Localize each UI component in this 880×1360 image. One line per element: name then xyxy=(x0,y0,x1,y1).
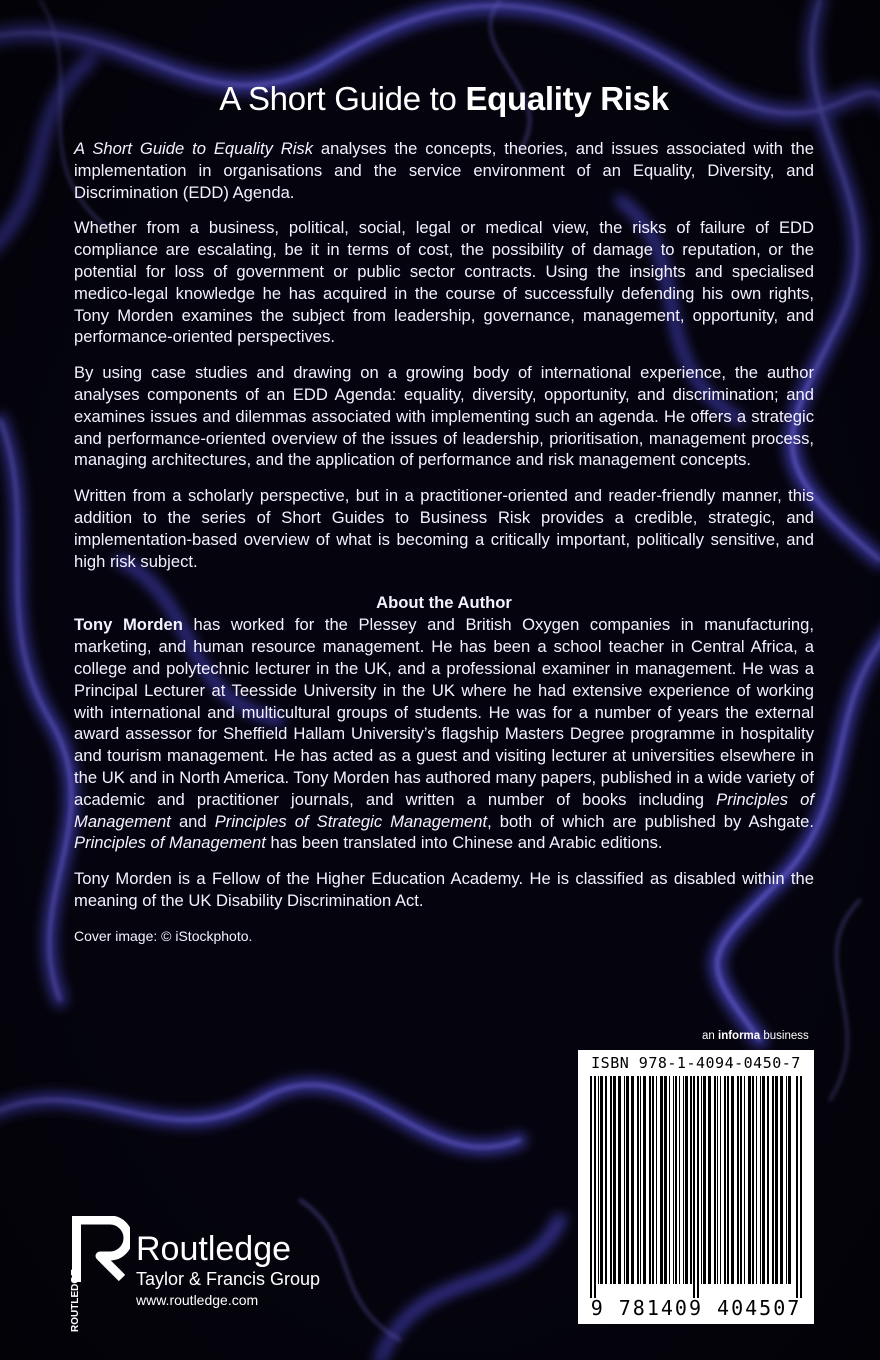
book-title-2: Principles of Strategic Management xyxy=(214,811,488,831)
blurb-paragraph-3: By using case studies and drawing on a growing body of international experience, the author analyses components of an EDD Agenda: equality, diversity, opportunity, and discrimination; and examines issues and dilemmas associated with implementing such an agenda. He offers a strategic and performance-oriented overview of the issues of leadership, prioritisation, management process, managing architectures, and the application of performance and risk management concepts. xyxy=(74,363,814,470)
author-fellow-note: Tony Morden is a Fellow of the Higher Education Academy. He is classified as disabled within the meaning of the UK Disability Discrimination Act. xyxy=(74,869,814,910)
informa-brand: informa xyxy=(718,1030,761,1042)
publisher-group: Taylor & Francis Group xyxy=(136,1269,321,1289)
blurb-italic-title: A Short Guide to Equality Risk xyxy=(74,139,314,158)
author-name: Tony Morden xyxy=(74,615,183,635)
blurb-paragraph-1-text: analyses the concepts, theories, and issues associated with the implementation in organisations and the service environment of an Equality, Diversity, and Discrimination (EDD) Agenda. xyxy=(74,139,814,202)
blurb-paragraph-4: Written from a scholarly perspective, but in a practitioner-oriented and reader-friendly manner, this addition to the series of Short Guides to Business Risk provides a credible, strategic, and implementation-based overview of what is becoming a critically important, politically sensitive, and high risk subject. xyxy=(74,486,814,571)
book-title-1: Principles of Management xyxy=(74,789,814,831)
informa-prefix: an xyxy=(702,1030,718,1042)
logo-vertical-text: ROUTLEDGE xyxy=(70,1269,81,1332)
isbn-label: ISBN 978-1-4094-0450-7 xyxy=(591,1054,801,1072)
cover-credit: Cover image: © iStockphoto. xyxy=(74,927,253,944)
author-bio-text-1: has worked for the Plessey and British Oxygen companies in manufacturing, marketing, and human resource management. He has been a school teacher in Central Africa, a college and polytechnic lecturer in the UK, and a professional examiner in management. He was a Principal Lecturer at Teesside University in the UK where he had extensive experience of working with international and multicultural groups of students. He was for a number of years the external award assessor for Sheffield Hallam University’s flagship Masters Degree programme in hospitality and tourism management. He has acted as a guest and visiting lecturer at universities elsewhere in the UK and in North America. Tony Morden has authored many papers, published in a wide variety of academic and practitioner journals, and written a number of books including xyxy=(74,615,814,809)
book-title-3: Principles of Management xyxy=(74,833,266,853)
barcode-bars xyxy=(590,1076,802,1298)
publisher-url[interactable]: www.routledge.com xyxy=(136,1292,259,1308)
informa-suffix: business xyxy=(760,1030,809,1042)
publisher-name: Routledge xyxy=(136,1230,292,1268)
author-bio-text-2: , both of which are published by Ashgate. xyxy=(487,811,814,831)
blurb xyxy=(74,138,814,948)
author-bio-and: and xyxy=(170,811,215,831)
routledge-logo-icon xyxy=(70,1216,130,1336)
informa-tagline xyxy=(702,1030,809,1042)
blurb-paragraph-2: Whether from a business, political, social, legal or medical view, the risks of failure of EDD compliance are escalating, be it in terms of cost, the possibility of damage to reputation, or the potential for loss of government or public sector contracts. Using the insights and specialised medico-legal knowledge he has acquired in the course of successfully defending his own rights, Tony Morden examines the subject from leadership, governance, management, opportunity, and performance-oriented perspectives. xyxy=(74,218,814,347)
blurb-paragraph-1 xyxy=(74,138,814,203)
title-emphasis: Equality Risk xyxy=(465,80,669,117)
author-bio-text-3: has been translated into Chinese and Arabic editions. xyxy=(265,833,663,853)
isbn-barcode xyxy=(578,1050,814,1324)
author-bio xyxy=(74,614,814,854)
barcode-digits: 9 781409 404507 xyxy=(590,1296,802,1320)
title-prefix: A Short Guide to xyxy=(219,80,466,117)
about-author-heading: About the Author xyxy=(376,593,512,613)
publisher-block xyxy=(136,1230,320,1310)
book-title xyxy=(74,80,814,118)
